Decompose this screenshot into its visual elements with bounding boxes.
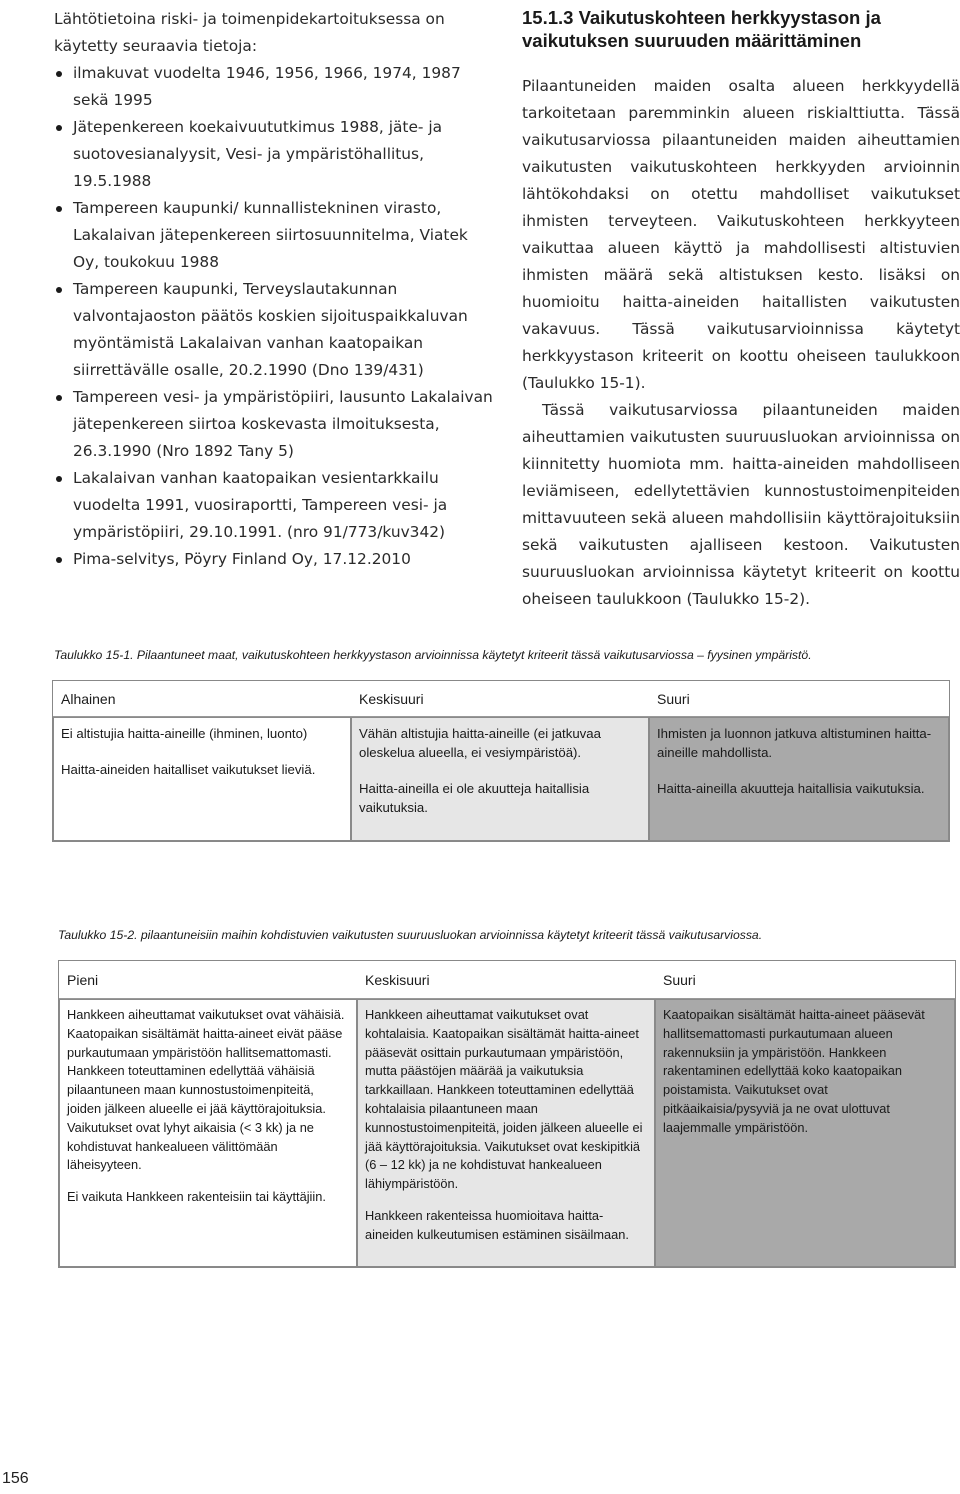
- table-2-header-small: Pieni: [67, 971, 99, 988]
- table-2-caption: [58, 928, 762, 942]
- table-1-cell-high: [649, 717, 949, 841]
- table-1-cell-medium: [351, 717, 649, 841]
- table-1-header-low: Alhainen: [61, 690, 116, 707]
- table-2-header-row: [59, 961, 955, 999]
- body-paragraph: Tässä vaikutusarviossa pilaantuneiden maiden aiheuttamien vaikutusten suuruusluokan arvioinnissa on kiinnitetty huomiota mm. haitta-aineiden mahdolliseen leviämiseen, edellytettävien kunnostustoimenpiteiden mittavuuteen sekä alueen mahdollisiin käyttörajoituksiin sekä vaikutusten ajalliseen kestoon. Vaikutusten suuruusluokan arvioinnissa käytetyt kriteerit on koottu oheiseen taulukkoon (Taulukko 15-2).: [522, 401, 960, 608]
- cell-text: Haitta-aineilla akuutteja haitallisia vaikutuksia.: [657, 781, 925, 796]
- cell-text: Ei altistujia haitta-aineille (ihminen, luonto): [61, 726, 308, 741]
- table-2-caption-label: Taulukko 15-2.: [58, 928, 138, 942]
- source-list-section: [54, 6, 494, 573]
- cell-text: Hankkeen aiheuttamat vaikutukset ovat kohtalaisia. Kaatopaikan sisältämät haitta-aineet pääsevät osittain purkautumaan ympäristöön, mutta päästöjen määrää ja vaikutuksia tarkkaillaan. Hankkeen toteuttaminen edellyttää kohtalaisia pilaantuneen maan kunnostustoimenpiteitä, joiden jälkeen alueelle ei jää käyttörajoituksia. Vaikutukset ovat keskipitkiä (6 – 12 kk) ja ne kohdistuvat hankealueen lähiympäristöön.: [365, 1007, 643, 1192]
- table-2-cell-large: [655, 999, 955, 1267]
- table-2-header-large: Suuri: [663, 971, 696, 988]
- table-2-body-row: [59, 999, 955, 1267]
- list-item: Tampereen vesi- ja ympäristöpiiri, lausunto Lakalaivan jätepenkereen siirtoa koskevasta ilmoituksesta, 26.3.1990 (Nro 1892 Tany 5): [54, 384, 494, 465]
- table-2-cell-medium: [357, 999, 655, 1267]
- list-item: Jätepenkereen koekaivuututkimus 1988, jäte- ja suotovesianalyysit, Vesi- ja ympäristöhallitus, 19.5.1988: [54, 114, 494, 195]
- page-number: 156: [2, 1470, 29, 1487]
- list-item: Tampereen kaupunki, Terveyslautakunnan valvontajaoston päätös koskien sijoituspaikkaluvan myöntämistä Lakalaivan vanhan kaatopaikan siirrettävälle osalle, 20.2.1990 (Dno 139/431): [54, 276, 494, 384]
- source-list-intro: Lähtötietoina riski- ja toimenpidekartoituksessa on käytetty seuraavia tietoja:: [54, 10, 445, 55]
- table-2-caption-text: pilaantuneisiin maihin kohdistuvien vaikutusten suuruusluokan arvioinnissa käytetyt kriteerit tässä vaikutusarviossa.: [137, 928, 763, 942]
- cell-text: Vähän altistujia haitta-aineille (ei jatkuvaa oleskelua alueella, ei vesiympäristöä).: [359, 726, 601, 760]
- table-1-header-medium: Keskisuuri: [359, 690, 424, 707]
- cell-text: Kaatopaikan sisältämät haitta-aineet pääsevät hallitsemattomasti purkautumaan alueen rakennuksiin ja ympäristöön. Hankkeen rakentaminen edellyttää koko kaatopaikan poistamista. Vaikutukset ovat pitkäaikaisia/pysyviä ja ne ovat ulottuvat laajemmalle ympäristöön.: [663, 1007, 925, 1135]
- cell-text: Ei vaikuta Hankkeen rakenteisiin tai käyttäjiin.: [67, 1189, 326, 1205]
- table-1-header-row: [53, 681, 949, 717]
- cell-text: Hankkeen rakenteissa huomioitava haitta-aineiden kulkeutumisen estäminen sisäilmaan.: [365, 1207, 629, 1242]
- table-1-caption-label: Taulukko 15-1.: [54, 648, 134, 662]
- cell-text: Hankkeen aiheuttamat vaikutukset ovat vähäisiä. Kaatopaikan sisältämät haitta-aineet eivät pääse purkautumaan ympäristöön hallitsemattomasti. Hankkeen toteuttaminen edellyttää vähäisiä pilaantuneen maan kunnostustoimenpiteitä, joiden jälkeen alueelle ei jää käyttörajoituksia. Vaikutukset ovat lyhyt aikaisia (< 3 kk) ja ne kohdistuvat hankealueen välittömään läheisyyteen.: [67, 1007, 345, 1173]
- cell-text: Haitta-aineiden haitalliset vaikutukset lieviä.: [61, 762, 316, 777]
- table-2-header-medium: Keskisuuri: [365, 971, 430, 988]
- section-heading: 15.1.3 Vaikutuskohteen herkkyystason ja vaikutuksen suuruuden määrittäminen: [522, 7, 881, 51]
- body-paragraph: Pilaantuneiden maiden osalta alueen herkkyydellä tarkoitetaan paremminkin alueen riskialttiutta. Tässä vaikutusarviossa pilaantuneiden maiden aiheuttamien vaikutusten vaikutuskohteen herkkyyden arvioinnin lähtökohdaksi on otettu mahdolliset vaikutukset ihmisten terveyteen. Vaikutuskohteen herkkyyteen vaikuttaa alueen käyttö ja mahdollisesti altistuvien ihmisten määrä sekä altistuksen kesto. lisäksi on huomioitu haitta-aineiden haitallisten vaikutusten vakavuus. Tässä vaikutusarvioinnissa käytetyt herkkyystason kriteerit on koottu oheiseen taulukkoon (Taulukko 15-1).: [522, 77, 960, 392]
- table-1: [52, 680, 950, 842]
- source-list: [54, 60, 494, 573]
- table-2: [58, 960, 956, 1268]
- cell-text: Haitta-aineilla ei ole akuutteja haitallisia vaikutuksia.: [359, 781, 590, 815]
- cell-text: Ihmisten ja luonnon jatkuva altistuminen haitta-aineille mahdollista.: [657, 726, 932, 760]
- list-item: ilmakuvat vuodelta 1946, 1956, 1966, 1974, 1987 sekä 1995: [54, 60, 494, 114]
- table-1-cell-low: [53, 717, 351, 841]
- table-1-body-row: [53, 717, 949, 841]
- list-item: Tampereen kaupunki/ kunnallistekninen virasto, Lakalaivan jätepenkereen siirtosuunnitelma, Viatek Oy, toukokuu 1988: [54, 195, 494, 276]
- table-2-cell-small: [59, 999, 357, 1267]
- list-item: Lakalaivan vanhan kaatopaikan vesientarkkailu vuodelta 1991, vuosiraportti, Tampereen vesi- ja ympäristöpiiri, 29.10.1991. (nro 91/773/kuv342): [54, 465, 494, 546]
- list-item: Pima-selvitys, Pöyry Finland Oy, 17.12.2010: [54, 546, 494, 573]
- table-1-header-high: Suuri: [657, 690, 690, 707]
- table-1-caption-text: Pilaantuneet maat, vaikutuskohteen herkkyystason arvioinnissa käytetyt kriteerit tässä vaikutusarviossa – fyysinen ympäristö.: [133, 648, 812, 662]
- table-1-caption: [54, 648, 812, 662]
- section-15-1-3: [522, 6, 960, 613]
